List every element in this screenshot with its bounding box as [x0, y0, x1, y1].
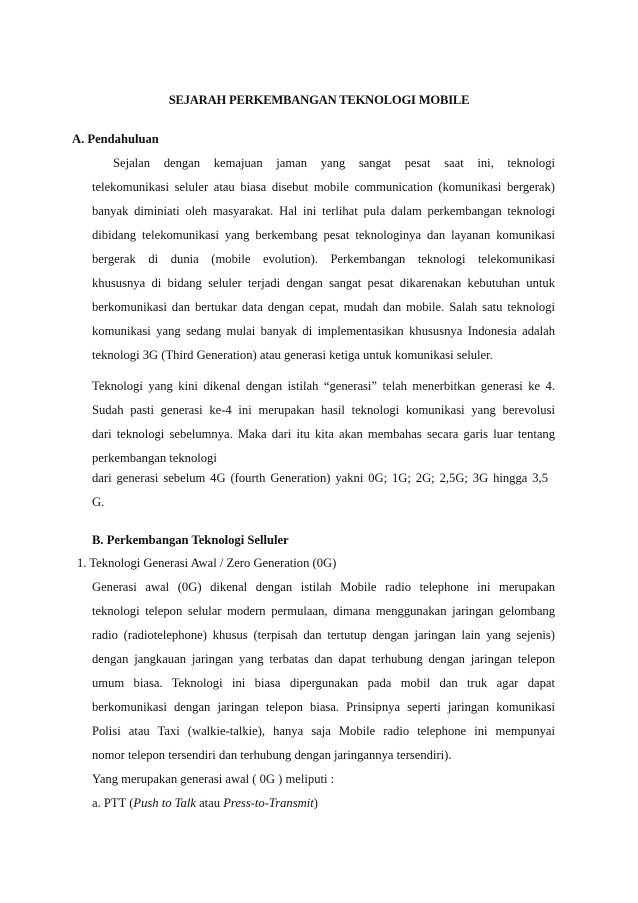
section-a-para1-line: dibidang telekomunikasi yang berkembang pesat teknologinya dan layanan komunikasi	[92, 228, 555, 242]
item-1-body-line: radio (radiotelephone) khusus (terpisah dan tertutup dengan jaringan lain yang sejenis)	[92, 628, 555, 642]
subitem-a-term-push-to-talk: Push to Talk	[133, 796, 196, 810]
section-b-heading: B. Perkembangan Teknologi Selluler	[92, 533, 289, 547]
item-1-body-line: nomor telepon tersendiri dan terhubung dengan jaringannya tersendiri).	[92, 748, 452, 762]
item-1-body-line: Yang merupakan generasi awal ( 0G ) meliputi :	[92, 772, 335, 786]
section-a-para1-line: banyak diminiati oleh masyarakat. Hal ini terlihat pula dalam perkembangan teknologi	[92, 204, 555, 218]
section-a-para1-line: bergerak di dunia (mobile evolution). Perkembangan teknologi telekomunikasi	[92, 252, 555, 266]
item-1-body-line: teknologi telepon selular modern permulaan, dimana menggunakan jaringan gelombang	[92, 604, 555, 618]
section-a-para2-line: Sudah pasti generasi ke-4 ini merupakan hasil teknologi komunikasi yang berevolusi	[92, 403, 555, 417]
section-a-para1-line: komunikasi yang sedang mulai banyak di implementasikan khususnya Indonesia adalah	[92, 324, 555, 338]
document-title: SEJARAH PERKEMBANGAN TEKNOLOGI MOBILE	[168, 93, 470, 107]
subitem-a-suffix: )	[313, 796, 318, 810]
subitem-a	[92, 795, 318, 811]
section-a-para2-line: perkembangan teknologi	[92, 451, 217, 465]
section-a-para2-line: G.	[92, 495, 105, 509]
item-1-body-line: dengan jangkauan jaringan yang terbatas dan dapat terhubung dengan jaringan telepon	[92, 652, 555, 666]
section-a-para1-line: khususnya di bidang seluler terjadi dengan sangat pesat dikarenakan kebutuhan untuk	[92, 276, 555, 290]
section-a-para2-line: dari teknologi sebelumnya. Maka dari itu kita akan membahas secara garis luar tentang	[92, 427, 555, 441]
item-1-body-line: Generasi awal (0G) dikenal dengan istilah Mobile radio telephone ini merupakan	[92, 580, 555, 594]
item-1-body-line: Polisi atau Taxi (walkie-talkie), hanya saja Mobile radio telephone ini mempunyai	[92, 724, 555, 738]
subitem-a-prefix: a. PTT (	[92, 796, 134, 810]
section-a-para1-line: teknologi 3G (Third Generation) atau generasi ketiga untuk komunikasi seluler.	[92, 348, 493, 362]
subitem-a-middle: atau	[195, 796, 224, 810]
item-1-body-line: berkomunikasi dengan jaringan telepon biasa. Prinsipnya seperti jaringan komunikasi	[92, 700, 555, 714]
section-a-heading: A. Pendahuluan	[72, 132, 159, 146]
item-1-body-line: umum biasa. Teknologi ini biasa dipergunakan pada mobil dan truk agar dapat	[92, 676, 555, 690]
item-1-heading: 1. Teknologi Generasi Awal / Zero Generation (0G)	[77, 556, 337, 570]
section-a-para2-line: Teknologi yang kini dikenal dengan istilah “generasi” telah menerbitkan generasi ke 4.	[92, 379, 555, 393]
section-a-para1-line: telekomunikasi seluler atau biasa disebut mobile communication (komunikasi bergerak)	[92, 180, 555, 194]
section-a-para2-line: dari generasi sebelum 4G (fourth Generation) yakni 0G; 1G; 2G; 2,5G; 3G hingga 3,5	[92, 471, 548, 485]
section-a-para1-line: Sejalan dengan kemajuan jaman yang sangat pesat saat ini, teknologi	[113, 156, 555, 170]
section-a-para1-line: berkomunikasi dan bertukar data dengan cepat, mudah dan mobile. Salah satu teknologi	[92, 300, 555, 314]
subitem-a-term-press-to-transmit: Press-to-Transmit	[223, 796, 314, 810]
